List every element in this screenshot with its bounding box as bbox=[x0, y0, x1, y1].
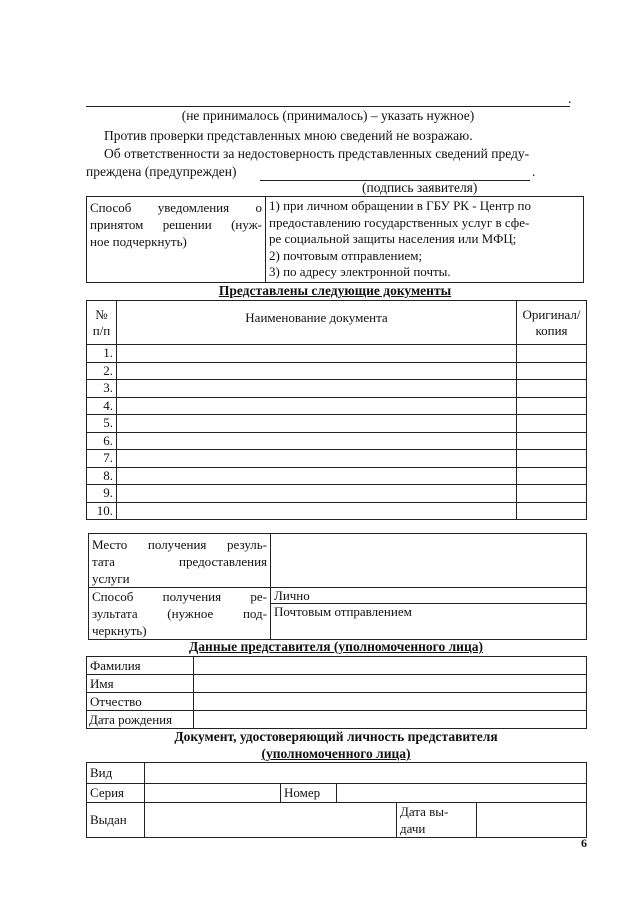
result-place-1: Место получения резуль- bbox=[92, 537, 267, 552]
row-document-cell[interactable] bbox=[117, 502, 517, 520]
signature-caption: (подпись заявителя) bbox=[362, 180, 478, 195]
type-field[interactable] bbox=[145, 763, 587, 784]
documents-table bbox=[86, 300, 587, 520]
row-num: 7. bbox=[87, 450, 117, 468]
issue-date-2: дачи bbox=[400, 821, 426, 836]
col-num-2: п/п bbox=[92, 322, 111, 338]
notification-option-1b: предоставлению государственных услуг в сфе- bbox=[269, 214, 530, 230]
notification-label-2: принятом решении (нуж- bbox=[90, 217, 262, 232]
row-orig-cell[interactable] bbox=[517, 345, 587, 363]
row-num: 4. bbox=[87, 397, 117, 415]
id-document-table bbox=[86, 762, 587, 838]
table-row bbox=[87, 502, 587, 520]
number-label: Номер bbox=[281, 784, 337, 803]
table-row bbox=[87, 380, 587, 398]
table-row bbox=[87, 432, 587, 450]
issue-date-label bbox=[397, 803, 477, 838]
issued-label: Выдан bbox=[87, 803, 145, 838]
row-num: 9. bbox=[87, 485, 117, 503]
row-document-cell[interactable] bbox=[117, 485, 517, 503]
result-place-3: услуги bbox=[92, 571, 130, 586]
id-document-heading-1: Документ, удостоверяющий личность представителя bbox=[174, 729, 498, 744]
responsibility-line-1: Об ответственности за недостоверность представленных сведений преду- bbox=[104, 146, 530, 161]
surname-field[interactable] bbox=[194, 657, 587, 675]
table-row bbox=[87, 467, 587, 485]
result-place-value[interactable] bbox=[271, 534, 587, 588]
row-orig-cell[interactable] bbox=[517, 485, 587, 503]
id-document-heading-2: (уполномоченного лица) bbox=[261, 746, 411, 761]
notification-label-cell bbox=[87, 197, 266, 283]
result-place-2: тата предоставления bbox=[92, 554, 267, 569]
col-num-header bbox=[87, 301, 117, 345]
notification-option-3: 3) по адресу электронной почты. bbox=[269, 264, 451, 279]
result-method-2: зультата (нужное под- bbox=[92, 606, 267, 621]
table-row bbox=[87, 415, 587, 433]
col-num-1: № bbox=[95, 306, 108, 322]
result-place-label bbox=[89, 534, 271, 588]
top-fill-line bbox=[86, 106, 570, 107]
row-document-cell[interactable] bbox=[117, 450, 517, 468]
col-orig-2: копия bbox=[535, 322, 568, 338]
row-document-cell[interactable] bbox=[117, 467, 517, 485]
row-num: 2. bbox=[87, 362, 117, 380]
surname-label: Фамилия bbox=[87, 657, 194, 675]
notification-table bbox=[86, 196, 584, 283]
col-orig-1: Оригинал/ bbox=[522, 306, 581, 322]
row-orig-cell[interactable] bbox=[517, 397, 587, 415]
row-orig-cell[interactable] bbox=[517, 380, 587, 398]
top-caption: (не принималось (принималось) – указать нужное) bbox=[181, 108, 475, 123]
notification-label-1: Способ уведомления о bbox=[90, 200, 262, 215]
row-orig-cell[interactable] bbox=[517, 415, 587, 433]
series-field[interactable] bbox=[145, 784, 281, 803]
result-method-label bbox=[89, 588, 271, 640]
row-orig-cell[interactable] bbox=[517, 362, 587, 380]
result-method-3: черкнуть) bbox=[92, 623, 147, 638]
issue-date-1: Дата вы- bbox=[400, 804, 449, 819]
row-num: 8. bbox=[87, 467, 117, 485]
row-num: 5. bbox=[87, 415, 117, 433]
notification-option-2: 2) почтовым отправлением; bbox=[269, 247, 423, 263]
row-document-cell[interactable] bbox=[117, 362, 517, 380]
option-personal[interactable]: Лично bbox=[271, 588, 587, 604]
number-field[interactable] bbox=[337, 784, 587, 803]
row-num: 3. bbox=[87, 380, 117, 398]
representative-heading: Данные представителя (уполномоченного лица) bbox=[189, 639, 483, 654]
table-row bbox=[87, 345, 587, 363]
notification-label-3: ное подчеркнуть) bbox=[90, 234, 187, 249]
birth-date-field[interactable] bbox=[194, 711, 587, 729]
page-number: 6 bbox=[581, 836, 587, 850]
patronymic-field[interactable] bbox=[194, 693, 587, 711]
notification-options-cell bbox=[266, 197, 584, 283]
issue-date-field[interactable] bbox=[477, 803, 587, 838]
col-name-header: Наименование документа bbox=[117, 301, 517, 345]
row-document-cell[interactable] bbox=[117, 397, 517, 415]
option-mail[interactable]: Почтовым отправлением bbox=[271, 604, 587, 640]
table-row bbox=[87, 485, 587, 503]
issued-field[interactable] bbox=[145, 803, 397, 838]
documents-heading: Представлены следующие документы bbox=[218, 283, 452, 298]
row-orig-cell[interactable] bbox=[517, 467, 587, 485]
responsibility-line-2: преждена (предупрежден) bbox=[86, 164, 237, 179]
representative-table bbox=[86, 656, 587, 729]
row-num: 1. bbox=[87, 345, 117, 363]
notification-option-1c: ре социальной защиты населения или МФЦ; bbox=[269, 231, 517, 246]
type-label: Вид bbox=[87, 763, 145, 784]
row-orig-cell[interactable] bbox=[517, 432, 587, 450]
patronymic-label: Отчество bbox=[87, 693, 194, 711]
row-num: 6. bbox=[87, 432, 117, 450]
table-row bbox=[87, 362, 587, 380]
series-label: Серия bbox=[87, 784, 145, 803]
row-document-cell[interactable] bbox=[117, 345, 517, 363]
result-table bbox=[88, 533, 587, 640]
name-field[interactable] bbox=[194, 675, 587, 693]
table-row bbox=[87, 450, 587, 468]
row-orig-cell[interactable] bbox=[517, 450, 587, 468]
notification-option-1a: 1) при личном обращении в ГБУ РК - Центр по bbox=[269, 198, 531, 213]
table-row bbox=[87, 397, 587, 415]
top-period: . bbox=[568, 91, 572, 106]
row-num: 10. bbox=[87, 502, 117, 520]
row-document-cell[interactable] bbox=[117, 432, 517, 450]
col-orig-header bbox=[517, 301, 587, 345]
result-method-1: Способ получения ре- bbox=[92, 589, 267, 604]
signature-period: . bbox=[532, 164, 536, 179]
row-orig-cell[interactable] bbox=[517, 502, 587, 520]
birth-date-label: Дата рождения bbox=[87, 711, 194, 729]
row-document-cell[interactable] bbox=[117, 380, 517, 398]
row-document-cell[interactable] bbox=[117, 415, 517, 433]
name-label: Имя bbox=[87, 675, 194, 693]
consent-text: Против проверки представленных мною сведений не возражаю. bbox=[104, 128, 473, 143]
